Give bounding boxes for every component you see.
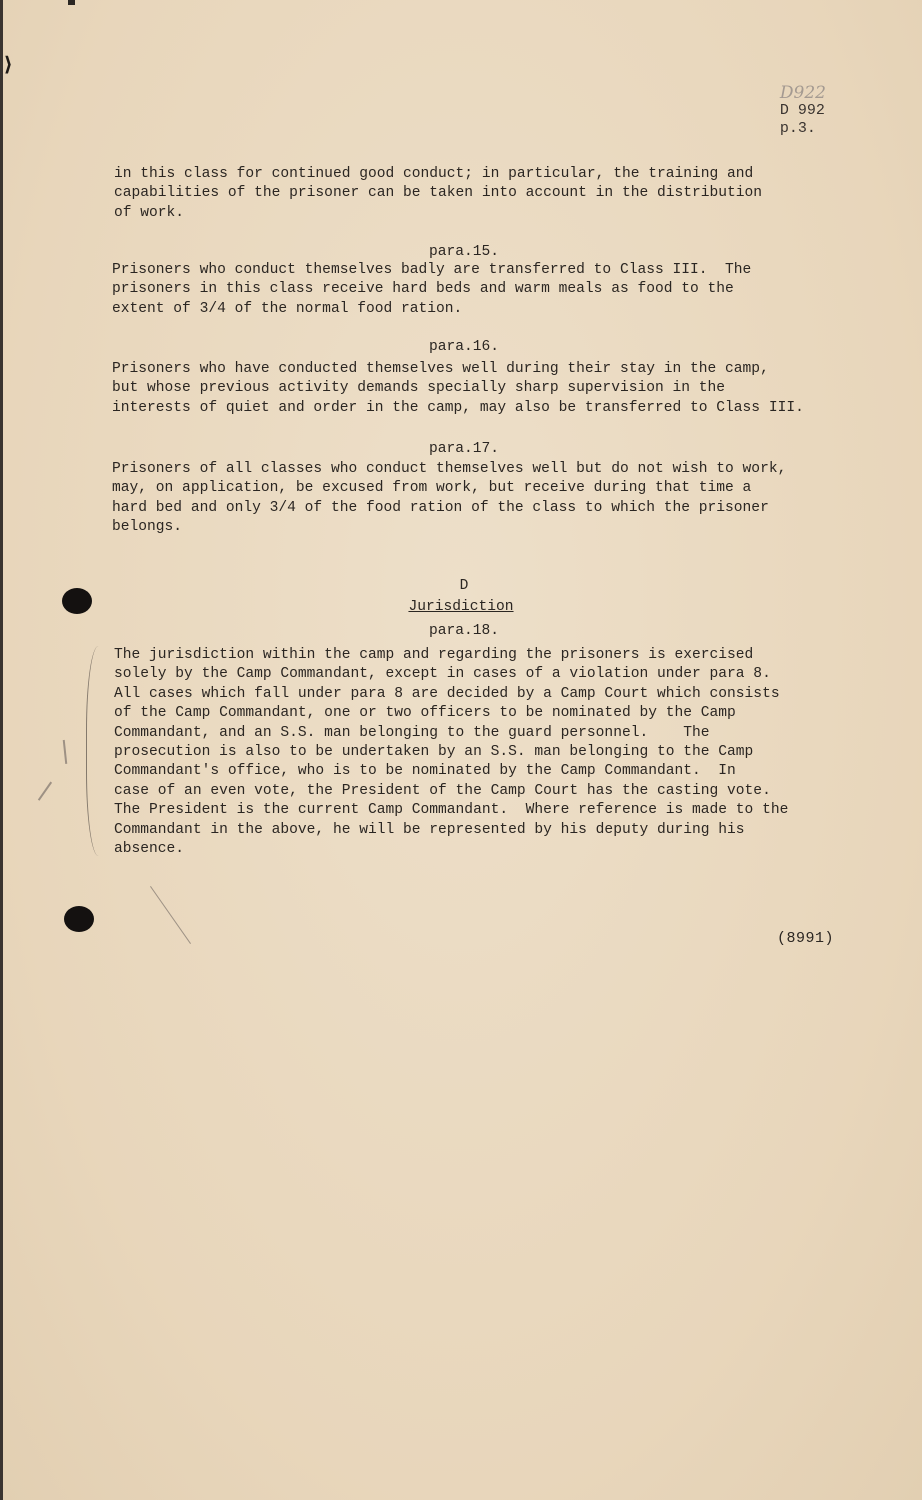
document-reference: D 992	[779, 102, 825, 119]
pencil-mark	[150, 886, 191, 944]
continuation-text: in this class for continued good conduct; in particular, the training and capabilities of the prisoner can be taken into account in the distribution of work.	[114, 166, 763, 221]
pencil-mark	[63, 740, 67, 764]
para-16-text: Prisoners who have conducted themselves well during their stay in the camp, but whose previous activity demands specially sharp supervision in the interests of quiet and order in the camp, may also be transferred to Class III.	[112, 361, 804, 416]
para-18-text: The jurisdiction within the camp and regarding the prisoners is exercised solely by the Camp Commandant, except in cases of a violation under para 8. All cases which fall under para 8 are decided by a Camp Court which consists of the Camp Commandant, one or two officers to be nominated by the Camp Commandant, and an S.S. man belonging to the guard personnel. The prosecution is also to be undertaken by an S.S. man belonging to the Camp Commandant's office, who is to be nominated by the Camp Commandant. In case of an even vote, the President of the Camp Court has the casting vote. The President is the current Camp Commandant. Where reference is made to the Commandant in the above, he will be represented by his deputy during his absence.	[114, 647, 789, 858]
margin-bracket	[86, 646, 117, 856]
pencil-reference: D922	[779, 83, 826, 103]
para-18-heading: para.18.	[428, 623, 500, 639]
para-17-heading: para.17.	[428, 441, 500, 457]
para-15-heading: para.15.	[428, 244, 500, 260]
document-code: (8991)	[776, 930, 834, 947]
para-17-text: Prisoners of all classes who conduct themselves well but do not wish to work, may, on application, be excused from work, but receive during that time a hard bed and only 3/4 of the food ration of the class to which the prisoner belongs.	[112, 461, 787, 536]
staple-mark: ⟩	[2, 55, 15, 78]
page-number: p.3.	[779, 120, 816, 137]
page-edge	[0, 0, 3, 1500]
para-16-heading: para.16.	[428, 339, 500, 355]
pencil-mark	[38, 782, 52, 801]
ink-mark	[68, 0, 75, 5]
section-letter: D	[459, 578, 469, 594]
reference-block	[780, 84, 826, 138]
section-title: Jurisdiction	[408, 599, 514, 615]
para-15-text: Prisoners who conduct themselves badly are transferred to Class III. The prisoners in this class receive hard beds and warm meals as food to the extent of 3/4 of the normal food ration.	[112, 262, 752, 317]
punch-hole	[64, 906, 94, 932]
